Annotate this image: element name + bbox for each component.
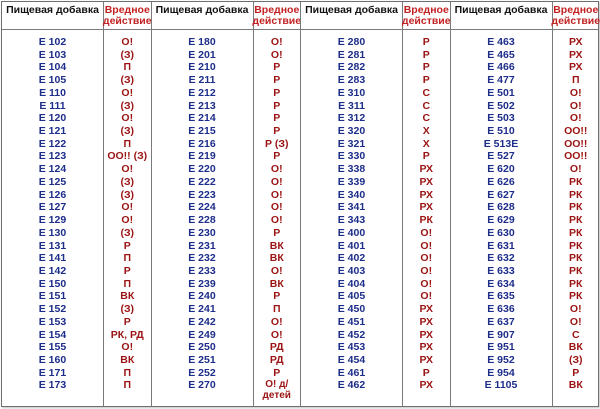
- additive-code: E 124: [38, 163, 67, 176]
- additive-header: Пищевая добавка: [451, 2, 552, 30]
- effect-code: Р: [123, 315, 131, 328]
- effect-code: П: [123, 366, 132, 379]
- additive-code: E 122: [38, 137, 67, 150]
- effect-code: Р: [273, 99, 281, 112]
- effect-code: РХ: [419, 341, 434, 354]
- effect-code: ВК: [568, 341, 583, 354]
- effect-code: С: [422, 86, 431, 99]
- effect-code: ВК: [269, 277, 284, 290]
- additive-column: [300, 2, 402, 406]
- additive-code: E 250: [188, 341, 216, 354]
- additive-code: E 233: [188, 264, 216, 277]
- effect-header-line2: действие: [102, 15, 152, 27]
- effect-code: РК: [569, 201, 583, 214]
- additive-code: E 102: [38, 36, 67, 48]
- additive-code: E 171: [38, 366, 67, 379]
- additive-code: E 150: [38, 277, 67, 290]
- additive-code: E 220: [188, 163, 216, 176]
- effect-code: О!: [420, 264, 433, 277]
- additive-code: E 450: [337, 303, 366, 316]
- effect-code: РК: [569, 175, 583, 188]
- effect-code: Р: [273, 112, 281, 125]
- additive-code: E 341: [337, 201, 366, 214]
- effect-header: [104, 2, 151, 30]
- effect-code: Р: [273, 226, 281, 239]
- effect-code: Р: [273, 366, 281, 379]
- effect-code: С: [422, 112, 431, 125]
- effect-code: Р: [572, 366, 580, 379]
- effect-code: ОО!!: [564, 125, 588, 138]
- effect-code: О!: [420, 290, 433, 303]
- additive-code: E 110: [39, 86, 66, 99]
- effect-code: О!: [420, 277, 433, 290]
- additive-code: E 631: [487, 239, 515, 252]
- additive-code: E 210: [188, 61, 216, 74]
- effect-code: ВК: [568, 379, 583, 392]
- additive-code: E 403: [337, 264, 366, 277]
- additive-code: E 465: [487, 48, 515, 61]
- effect-code: ВК: [269, 252, 284, 265]
- additive-code: E 152: [38, 303, 67, 316]
- additive-code: E 461: [337, 366, 366, 379]
- column-group-1: [2, 2, 151, 406]
- effect-header: [553, 2, 600, 30]
- effect-header-line2: действие: [401, 15, 451, 27]
- additive-code: E 503: [487, 112, 515, 125]
- additive-code: E 219: [188, 150, 216, 163]
- effect-code: Р: [273, 125, 281, 138]
- effect-code: Р: [422, 36, 430, 48]
- effect-code: О!: [569, 86, 582, 99]
- effect-code: (З): [120, 74, 135, 87]
- effect-column: [402, 2, 450, 406]
- effect-column: [552, 2, 600, 406]
- effect-code: Р: [422, 150, 430, 163]
- additive-code: E 628: [487, 201, 515, 214]
- additive-code: E 154: [38, 328, 67, 341]
- column-group-3: [300, 2, 450, 406]
- effect-code: РХ: [419, 328, 434, 341]
- effect-code: ВК: [269, 239, 284, 252]
- additive-code: E 120: [38, 112, 67, 125]
- additive-code: E 241: [188, 303, 216, 316]
- effect-header-line1: Вредное: [104, 4, 150, 16]
- effect-code: РК: [569, 214, 583, 227]
- effect-code: РХ: [419, 201, 434, 214]
- additive-code: E 632: [487, 252, 515, 265]
- effect-code: О!: [121, 86, 134, 99]
- effect-header-line1: Вредное: [403, 4, 449, 16]
- effect-header-line1: Вредное: [553, 4, 599, 16]
- additive-column: [151, 2, 253, 406]
- effect-code: П: [123, 379, 132, 392]
- additive-code: E 240: [188, 290, 216, 303]
- additive-code: E 339: [337, 175, 366, 188]
- effect-header-line2: действие: [252, 15, 302, 27]
- additive-code: E 173: [38, 379, 67, 392]
- effect-code: РК: [569, 264, 583, 277]
- effect-code: П: [123, 137, 132, 150]
- effect-code: О!: [270, 36, 283, 48]
- additive-code: E 228: [188, 214, 216, 227]
- effect-code: О!: [569, 303, 582, 316]
- additive-code: E 252: [188, 366, 216, 379]
- additive-code: E 629: [487, 214, 515, 227]
- effect-code: О!: [270, 201, 283, 214]
- additive-header: Пищевая добавка: [301, 2, 402, 30]
- additive-code: E 212: [188, 86, 216, 99]
- additive-code: E 952: [487, 353, 515, 366]
- additive-code: E 463: [487, 36, 515, 48]
- additive-code: E 127: [38, 201, 67, 214]
- effect-code: О!: [420, 239, 433, 252]
- effect-code: Х: [422, 125, 430, 138]
- effect-header-line2: действие: [551, 15, 600, 27]
- effect-code: (З): [120, 99, 135, 112]
- additive-code: E 270: [188, 379, 216, 392]
- additive-code: E 215: [188, 125, 216, 138]
- additive-code: E 222: [188, 175, 216, 188]
- effect-code: О! д/детей: [262, 379, 291, 402]
- additive-code: E 477: [487, 74, 515, 87]
- additive-code: E 452: [337, 328, 366, 341]
- effect-code: РХ: [568, 61, 583, 74]
- effect-code: Р: [273, 290, 281, 303]
- effect-code: О!: [270, 315, 283, 328]
- effect-code: О!: [270, 264, 283, 277]
- additive-code: E 330: [337, 150, 366, 163]
- effect-code: (З): [120, 48, 135, 61]
- effect-code: С: [571, 328, 580, 341]
- effect-code: О!: [121, 112, 134, 125]
- effect-code: РХ: [419, 353, 434, 366]
- additive-code: E 633: [487, 264, 515, 277]
- effect-code: О!: [121, 214, 134, 227]
- additive-code: E 340: [337, 188, 366, 201]
- effect-code: РХ: [419, 303, 434, 316]
- additive-code: E 283: [337, 74, 366, 87]
- additive-code: E 627: [487, 188, 515, 201]
- effect-code: П: [123, 252, 132, 265]
- effect-code: ОО!! (З): [107, 150, 148, 163]
- additive-code: E 510: [487, 125, 515, 138]
- additive-code: E 1105: [484, 379, 518, 392]
- effect-code: РК: [569, 188, 583, 201]
- effect-code: РК: [569, 239, 583, 252]
- additive-code: E 224: [188, 201, 216, 214]
- additive-code: E 501: [487, 86, 515, 99]
- effect-code: ВК: [120, 353, 135, 366]
- effect-header-line1: Вредное: [254, 4, 300, 16]
- effect-code: (З): [120, 188, 135, 201]
- effect-code: Р: [273, 150, 281, 163]
- effect-code: (З): [568, 353, 583, 366]
- additive-code: E 320: [337, 125, 366, 138]
- additive-code: E 282: [337, 61, 366, 74]
- additive-code: E 216: [188, 137, 216, 150]
- effect-code: (З): [120, 226, 135, 239]
- effect-code: О!: [270, 328, 283, 341]
- additive-code: E 223: [188, 188, 216, 201]
- effect-code: О!: [420, 226, 433, 239]
- additive-code: E 466: [487, 61, 515, 74]
- effect-code: О!: [121, 36, 134, 48]
- additive-code: E 160: [38, 353, 67, 366]
- effect-column: [253, 2, 301, 406]
- additives-table: [1, 1, 599, 407]
- effect-code: П: [123, 277, 132, 290]
- effect-code: Х: [422, 137, 430, 150]
- effect-code: П: [123, 61, 132, 74]
- additive-code: E 451: [337, 315, 366, 328]
- additive-code: E 951: [487, 341, 515, 354]
- additive-code: E 141: [38, 252, 67, 265]
- effect-code: О!: [270, 48, 283, 61]
- effect-code: РХ: [568, 36, 583, 48]
- additive-code: E 405: [337, 290, 366, 303]
- effect-code: О!: [569, 315, 582, 328]
- effect-code: РД: [269, 341, 284, 354]
- additive-code: E 151: [38, 290, 67, 303]
- effect-code: РД: [269, 353, 284, 366]
- additive-code: E 637: [487, 315, 515, 328]
- additive-code: E 123: [38, 150, 67, 163]
- additive-code: E 242: [188, 315, 216, 328]
- additive-code: E 527: [487, 150, 515, 163]
- additive-code: E 126: [38, 188, 67, 201]
- additive-code: E 404: [337, 277, 366, 290]
- effect-code: Р (З): [265, 137, 289, 150]
- effect-code: РХ: [419, 188, 434, 201]
- additive-code: E 121: [38, 125, 67, 138]
- effect-code: П: [571, 74, 580, 87]
- effect-code: РХ: [419, 379, 434, 392]
- effect-code: Р: [273, 86, 281, 99]
- additive-header: Пищевая добавка: [2, 2, 103, 30]
- additive-code: E 462: [337, 379, 366, 392]
- additive-code: E 954: [487, 366, 515, 379]
- effect-code: (З): [120, 303, 135, 316]
- effect-code: П: [272, 303, 281, 316]
- effect-code: Р: [422, 366, 430, 379]
- additive-code: E 249: [188, 328, 216, 341]
- effect-code: С: [422, 99, 431, 112]
- additive-code: E 281: [337, 48, 366, 61]
- additive-code: E 338: [337, 163, 366, 176]
- effect-code: Р: [123, 264, 131, 277]
- effect-code: РХ: [568, 48, 583, 61]
- additive-code: E 104: [38, 61, 67, 74]
- additive-code: E 211: [188, 74, 216, 87]
- additive-code: E 231: [188, 239, 216, 252]
- additive-code: E 142: [38, 264, 67, 277]
- additive-code: E 180: [188, 36, 216, 48]
- effect-code: (З): [120, 175, 135, 188]
- effect-code: РХ: [419, 175, 434, 188]
- additive-code: E 312: [337, 112, 366, 125]
- additive-code: E 311: [338, 99, 365, 112]
- effect-code: О!: [270, 214, 283, 227]
- additive-code: E 310: [337, 86, 366, 99]
- effect-column: [103, 2, 151, 406]
- additive-code: E 626: [487, 175, 515, 188]
- effect-code: РК: [569, 226, 583, 239]
- effect-code: ВК: [120, 290, 135, 303]
- effect-code: РХ: [419, 315, 434, 328]
- effect-code: РК, РД: [110, 328, 144, 341]
- effect-header: [254, 2, 301, 30]
- additive-code: E 239: [188, 277, 216, 290]
- additive-code: E 111: [39, 99, 66, 112]
- effect-header: [403, 2, 450, 30]
- effect-code: О!: [121, 201, 134, 214]
- effect-code: О!: [121, 163, 134, 176]
- effect-code: Р: [273, 74, 281, 87]
- effect-code: РХ: [419, 163, 434, 176]
- additive-code: E 401: [337, 239, 366, 252]
- column-group-4: [450, 2, 600, 406]
- effect-code: О!: [121, 341, 134, 354]
- additive-code: E 513E: [483, 137, 519, 150]
- additive-code: E 636: [487, 303, 515, 316]
- additive-code: E 343: [337, 214, 366, 227]
- effect-code: О!: [270, 175, 283, 188]
- additive-code: E 400: [337, 226, 366, 239]
- effect-code: О!: [270, 188, 283, 201]
- additive-header: Пищевая добавка: [152, 2, 253, 30]
- additive-code: E 321: [337, 137, 366, 150]
- additive-code: E 105: [38, 74, 67, 87]
- additive-code: E 230: [188, 226, 216, 239]
- additive-code: E 155: [38, 341, 67, 354]
- effect-code: О!: [569, 99, 582, 112]
- additive-code: E 635: [487, 290, 515, 303]
- effect-code: РК: [569, 290, 583, 303]
- additive-code: E 131: [38, 239, 67, 252]
- effect-code: ОО!!: [564, 150, 588, 163]
- additive-code: E 634: [487, 277, 515, 290]
- effect-code: Р: [123, 239, 131, 252]
- effect-code: Р: [422, 48, 430, 61]
- column-group-2: [151, 2, 301, 406]
- effect-code: РК: [419, 214, 433, 227]
- additive-code: E 103: [38, 48, 67, 61]
- additive-code: E 213: [188, 99, 216, 112]
- additive-code: E 232: [188, 252, 216, 265]
- additive-code: E 129: [38, 214, 67, 227]
- additive-column: [450, 2, 552, 406]
- additive-code: E 907: [487, 328, 515, 341]
- additive-code: E 130: [38, 226, 67, 239]
- effect-code: О!: [569, 112, 582, 125]
- effect-code: О!: [569, 163, 582, 176]
- effect-code: РК: [569, 277, 583, 290]
- additive-code: E 125: [38, 175, 67, 188]
- effect-code: О!: [270, 163, 283, 176]
- additive-code: E 201: [188, 48, 216, 61]
- effect-code: Р: [422, 74, 430, 87]
- additive-code: E 630: [487, 226, 515, 239]
- effect-code: Р: [273, 61, 281, 74]
- effect-code: Р: [422, 61, 430, 74]
- additive-code: E 453: [337, 341, 366, 354]
- additive-column: [2, 2, 103, 406]
- additive-code: E 153: [38, 315, 67, 328]
- additive-code: E 214: [188, 112, 216, 125]
- effect-code: ОО!!: [564, 137, 588, 150]
- additive-code: E 280: [337, 36, 366, 48]
- effect-code: РК: [569, 252, 583, 265]
- additive-code: E 502: [487, 99, 515, 112]
- additive-code: E 454: [337, 353, 366, 366]
- additive-code: E 251: [188, 353, 216, 366]
- effect-code: (З): [120, 125, 135, 138]
- effect-code: О!: [420, 252, 433, 265]
- additive-code: E 620: [487, 163, 515, 176]
- additive-code: E 402: [337, 252, 366, 265]
